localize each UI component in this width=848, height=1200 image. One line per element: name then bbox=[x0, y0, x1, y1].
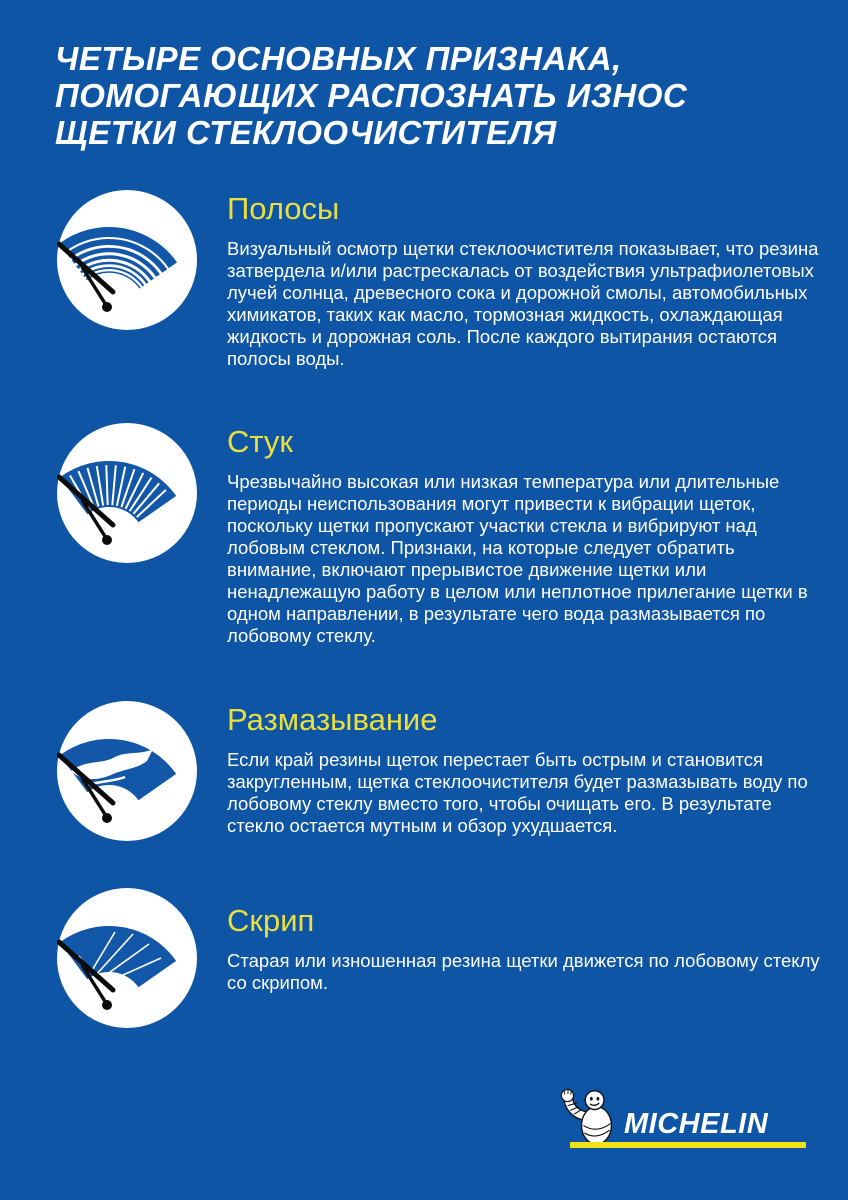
section-body: Визуальный осмотр щетки стеклоочистителя показывает, что резина затвердела и/или растрескалась от воздействия ультрафиолетовых лучей солнца, древесного сока и дорожной смолы, автомобильных химикатов, таких как масло, тормозная жидкость, охлаждающая жидкость и дорожная соль. После каждого вытирания остаются полосы воды. bbox=[227, 238, 819, 369]
page-title: ЧЕТЫРЕ ОСНОВНЫХ ПРИЗНАКА, ПОМОГАЮЩИХ РАСПОЗНАТЬ ИЗНОС ЩЕТКИ СТЕКЛООЧИСТИТЕЛЯ bbox=[55, 40, 688, 151]
michelin-wordmark: MICHELIN bbox=[624, 1108, 769, 1140]
wiper-chatter-icon bbox=[57, 423, 197, 563]
wiper-streaks-icon bbox=[57, 190, 197, 330]
michelin-man-icon bbox=[556, 1088, 622, 1146]
section-streaks bbox=[57, 190, 819, 370]
section-body: Чрезвычайно высокая или низкая температура или длительные периоды неиспользования могут привести к вибрации щеток, поскольку щетки пропускают участки стекла и вибрируют над лобовым стеклом. Признаки, на которые следует обратить внимание, включают прерывистое движение щетки или ненадлежащую работу в целом или неплотное прилегание щетки в одном направлении, в результате чего вода размазывается по лобовому стеклу. bbox=[227, 471, 808, 646]
section-chattering bbox=[57, 423, 815, 647]
section-heading: Размазывание bbox=[227, 702, 438, 737]
section-heading: Скрип bbox=[227, 903, 315, 938]
section-body: Если край резины щеток перестает быть острым и становится закругленным, щетка стеклоочистителя будет размазывать воду по лобовому стеклу вместо того, чтобы очищать его. В результате стекло остается мутным и обзор ухудшается. bbox=[227, 749, 808, 836]
michelin-underline bbox=[570, 1142, 806, 1148]
wiper-smear-icon bbox=[57, 701, 197, 841]
section-body: Старая или изношенная резина щетки движется по лобовому стеклу со скрипом. bbox=[227, 950, 820, 993]
wiper-squeak-icon bbox=[57, 888, 197, 1028]
michelin-logo bbox=[556, 1088, 808, 1150]
section-squeaking bbox=[57, 888, 820, 994]
section-heading: Стук bbox=[227, 424, 293, 459]
section-smearing bbox=[57, 701, 815, 837]
section-heading: Полосы bbox=[227, 191, 340, 226]
